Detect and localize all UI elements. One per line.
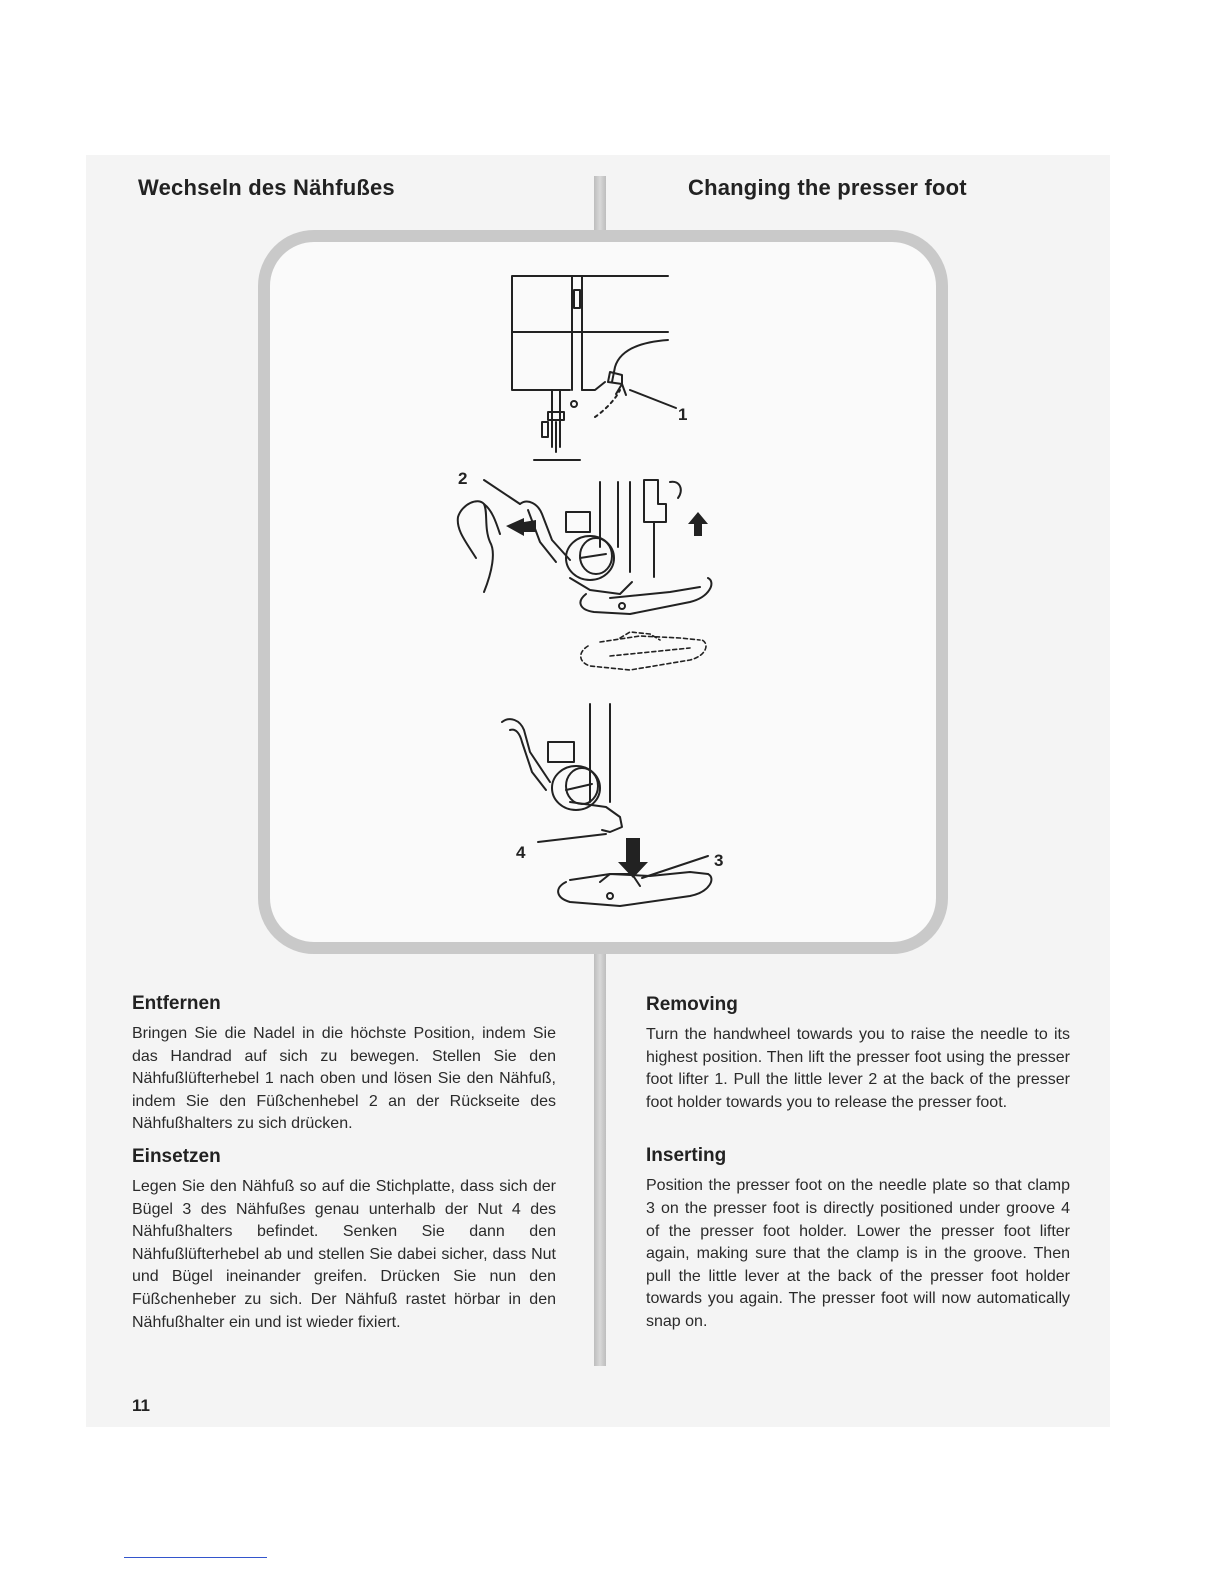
heading-entfernen: Entfernen	[132, 993, 221, 1014]
page-number: 11	[132, 1396, 150, 1415]
dashed-foot-drawing	[581, 632, 706, 670]
presser-foot-illustration	[270, 242, 936, 942]
text-inserting: Position the presser foot on the needle plate so that clamp 3 on the presser foot is directly positioned under groove 4 of the presser foot holder. Lower the presser foot lifter again, making sure that the clamp is in the groove. Then pull the little lever at the back of the presser foot holder towards you again. The presser foot will now automatically snap on.	[646, 1177, 1070, 1330]
text-einsetzen: Legen Sie den Nähfuß so auf die Stichplatte, dass sich der Bügel 3 des Nähfußes genau unterhalb der Nut 4 des Nähfußhalters befindet. Senken Sie dann den Nähfußlüfterhebel ab und stellen Sie dabei sicher, dass Nut und Bügel ineinander greifen. Drücken Sie nun den Füßchenheber zu sich. Der Nähfuß rastet hörbar in den Nähfußhalter ein und ist wieder fixiert.	[132, 1177, 556, 1331]
text-entfernen: Bringen Sie die Nadel in die höchste Position, indem Sie das Handrad auf sich zu bewegen. Stellen Sie den Nähfußlüfterhebel 1 nach oben und lösen Sie den Nähfuß, indem Sie den Füßchenhebel 2 an der Rückseite des Nähfußhalters zu sich drücken.	[132, 1025, 556, 1133]
callout-2: 2	[458, 469, 468, 488]
heading-removing: Removing	[646, 994, 738, 1015]
german-column	[132, 993, 556, 1334]
title-english: Changing the presser foot	[688, 175, 967, 200]
title-german: Wechseln des Nähfußes	[138, 175, 395, 200]
callout-4: 4	[516, 843, 526, 862]
footer-rule	[124, 1557, 267, 1558]
inserting-drawing	[502, 704, 711, 906]
callout-1: 1	[678, 405, 688, 424]
heading-einsetzen: Einsetzen	[132, 1145, 221, 1167]
callout-3: 3	[714, 851, 724, 870]
english-column	[646, 994, 1070, 1334]
machine-head-drawing	[512, 276, 676, 460]
text-removing: Turn the handwheel towards you to raise the needle to its highest position. Then lift the presser foot using the presser foot lifter 1. Pull the little lever 2 at the back of the presser foot holder towards you to release the presser foot.	[646, 1026, 1070, 1111]
illustration-frame	[258, 230, 948, 954]
heading-inserting: Inserting	[646, 1145, 727, 1167]
removing-drawing	[458, 480, 712, 614]
